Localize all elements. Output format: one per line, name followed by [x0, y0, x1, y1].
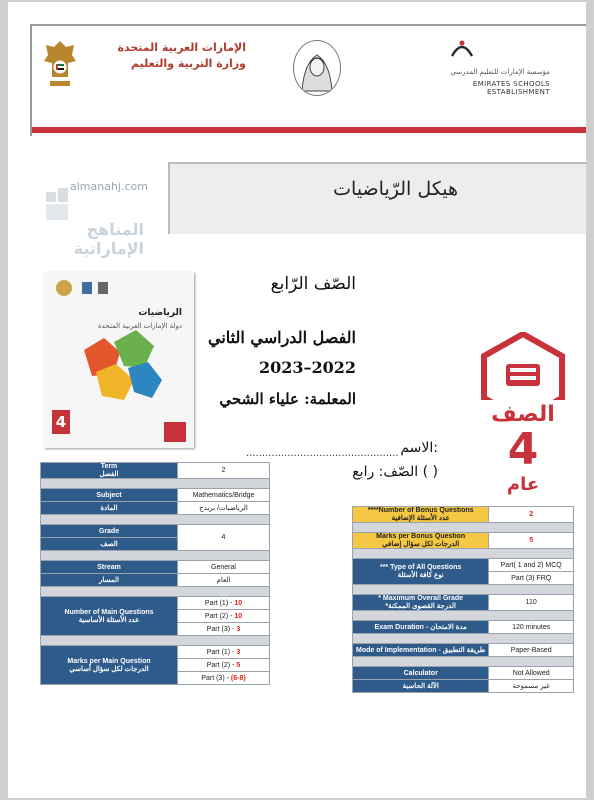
- left-info-table: [40, 462, 270, 685]
- duration-value: 120 minutes: [489, 621, 574, 634]
- ministry-line2: وزارة التربية والتعليم: [131, 57, 246, 70]
- main-questions-en: Number of Main Questions: [64, 608, 154, 616]
- stream-en: Stream: [41, 561, 178, 574]
- page-title: هيكل الرّياضيات: [333, 178, 458, 200]
- textbook-cover: [44, 272, 194, 448]
- duration-header: [353, 621, 489, 634]
- class-label: الصّف: رابع ( ): [352, 464, 438, 480]
- uae-emblem-icon: [42, 37, 78, 89]
- grade-ar: الصف: [41, 538, 178, 551]
- calculator-value-ar: غير مسموحة: [489, 680, 574, 693]
- badge-grade-word: الصف: [491, 402, 555, 427]
- mode-header: [353, 644, 489, 657]
- type-value-2: Part (3) FRQ: [489, 572, 574, 585]
- bonus-value: 2: [489, 507, 574, 523]
- watermark-site: almanahj.com: [70, 180, 148, 193]
- term-value: 2: [178, 463, 270, 479]
- bonus-questions-header: [353, 507, 489, 523]
- grade-en: Grade: [41, 525, 178, 538]
- document-page: [8, 2, 586, 798]
- duration-ar: مدة الامتحان: [430, 624, 467, 631]
- calculator-en: Calculator: [353, 667, 489, 680]
- watermark-name: المناهج الإماراتية: [73, 220, 144, 258]
- ese-logo-icon: [448, 36, 476, 64]
- mode-en: Mode of Implementation -: [356, 647, 441, 654]
- mode-value: Paper-Based: [489, 644, 574, 657]
- mode-ar: طريقة التطبيق: [442, 647, 486, 654]
- cover-year: 2023–2022: [258, 358, 356, 377]
- stream-ar: المسار: [41, 574, 178, 587]
- main-questions-ar: عدد الأسئلة الأساسية: [78, 616, 140, 624]
- term-en: Term: [100, 463, 118, 470]
- calculator-ar: الآلة الحاسبة: [353, 680, 489, 693]
- name-dotted-line: ................................................: [246, 448, 399, 459]
- badge-stream: عام: [506, 474, 540, 495]
- stream-value-ar: العام: [178, 574, 270, 587]
- question-type-header: [353, 559, 489, 585]
- ministry-name: [86, 40, 246, 72]
- stream-value-en: General: [178, 561, 270, 574]
- subject-en: Subject: [41, 489, 178, 502]
- bonus-marks-ar: الدرجات لكل سؤال إضافي: [382, 541, 460, 548]
- marks-part: Part (1) - 3: [178, 646, 270, 659]
- main-questions-part: Part (3) - 3: [178, 623, 270, 636]
- calculator-value-en: Not Allowed: [489, 667, 574, 680]
- marks-part: Part (3) - (6-8): [178, 672, 270, 685]
- main-questions-part: Part (1) - 10: [178, 597, 270, 610]
- bonus-marks-header: [353, 533, 489, 549]
- type-ar: نوع كافة الأسئلة: [397, 572, 444, 579]
- name-label: الاسم:: [400, 440, 438, 456]
- right-info-table: [352, 506, 574, 693]
- title-banner: [168, 162, 586, 234]
- term-header: [41, 463, 178, 479]
- subject-ar: المادة: [41, 502, 178, 515]
- main-questions-header: [41, 597, 178, 636]
- book-subtitle: دولة الإمارات العربية المتحدة: [97, 322, 182, 330]
- term-ar: الفصل: [99, 471, 119, 478]
- subject-value-ar: الرياضيات/ بريدج: [178, 502, 270, 515]
- header-red-bar: [32, 127, 586, 133]
- marks-ar: الدرجات لكل سؤال أساسي: [69, 665, 149, 673]
- badge-grade-number: 4: [507, 424, 539, 475]
- duration-en: Exam Duration -: [374, 624, 429, 631]
- cover-teacher: المعلمة: علياء الشحي: [219, 390, 356, 408]
- max-ar: *الدرجة القصوى الممكنة: [385, 603, 456, 610]
- grade-value: 4: [178, 525, 270, 551]
- bonus-marks-value: 5: [489, 533, 574, 549]
- book-grade: 4: [52, 410, 70, 434]
- bonus-en: ****Number of Bonus Questions: [367, 507, 474, 514]
- max-grade-value: 110: [489, 595, 574, 611]
- ministry-line1: الإمارات العربية المتحدة: [117, 41, 246, 54]
- book-title: الرياضيات: [138, 308, 182, 318]
- type-en: *** Type of All Questions: [380, 564, 462, 571]
- ese-english-name: EMIRATES SCHOOLS ESTABLISHMENT: [472, 80, 550, 96]
- watermark-logo-icon: [44, 186, 70, 222]
- main-questions-part: Part (2) - 10: [178, 610, 270, 623]
- marks-en: Marks per Main Question: [67, 657, 151, 665]
- cover-term: الفصل الدراسي الثاني: [208, 328, 356, 347]
- ese-arabic-name: مؤسسة الإمارات للتعليم المدرسي: [450, 68, 550, 76]
- cover-grade: الصّف الرّابع: [270, 274, 356, 294]
- marks-part: Part (2) - 5: [178, 659, 270, 672]
- subject-value-en: Mathematics/Bridge: [178, 489, 270, 502]
- max-en: * Maximum Overall Grade: [378, 595, 464, 602]
- bonus-ar: عدد الأسئلة الإضافية: [391, 515, 450, 522]
- max-grade-header: [353, 595, 489, 611]
- bonus-marks-en: Marks per Bonus Question: [376, 533, 466, 540]
- marks-per-question-header: [41, 646, 178, 685]
- type-value-1: Part( 1 and 2) MCQ: [489, 559, 574, 572]
- leader-portrait: [293, 40, 341, 96]
